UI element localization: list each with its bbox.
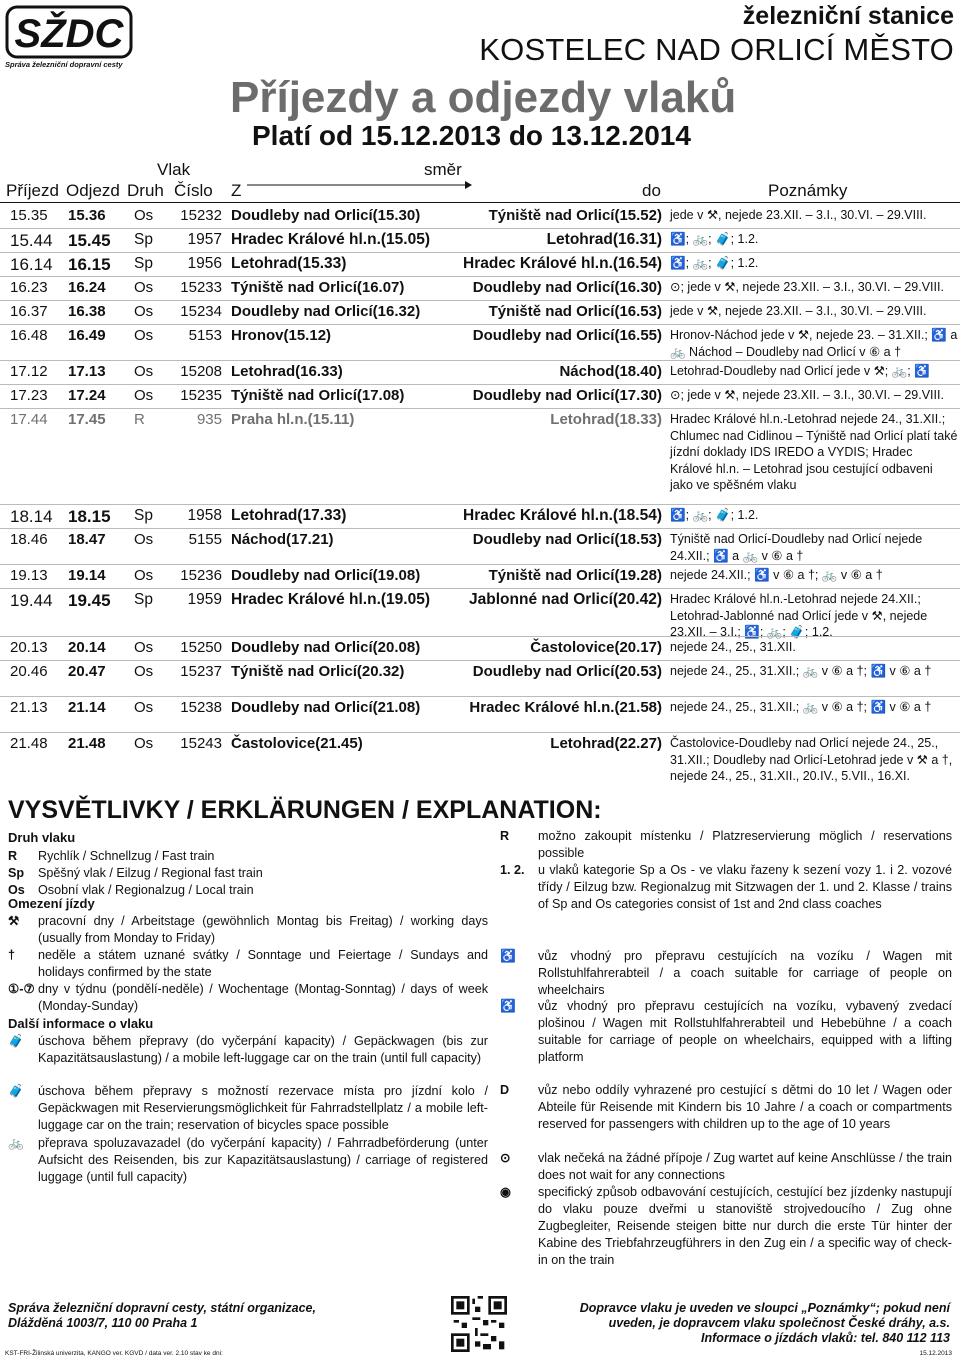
- departure-time: 20.14: [68, 639, 106, 656]
- departure-time: 16.38: [68, 303, 106, 320]
- legend-item: [500, 1082, 952, 1133]
- destination-station: Týniště nad Orlicí(16.53): [488, 303, 662, 320]
- train-type: R: [134, 411, 145, 428]
- arrival-time: 15.44: [10, 231, 53, 250]
- arrival-time: 20.13: [10, 639, 48, 656]
- arrival-time: 19.13: [10, 567, 48, 584]
- origin-station: Doudleby nad Orlicí(19.08): [231, 567, 421, 584]
- col-departure: Odjezd: [66, 181, 120, 200]
- legend-item: [500, 1184, 952, 1269]
- row-divider: [0, 528, 960, 529]
- legend-key: 1. 2.: [500, 863, 525, 877]
- train-notes: nejede 24., 25., 31.XII.; 🚲 v ⑥ a †; ♿ v ⑥ a †: [670, 700, 932, 714]
- station-kind: železniční stanice: [742, 2, 954, 30]
- szdc-logo: [5, 5, 133, 75]
- legend-text: úschova během přepravy (do vyčerpání kapacity) / Gepäckwagen (bis zur Kapazitätsauslastung) / a mobile left-luggage car on the train (until full capacity): [38, 1034, 488, 1065]
- footer-left: [8, 1301, 316, 1331]
- destination-station: Jablonné nad Orlicí(20.42): [469, 591, 662, 608]
- destination-station: Letohrad(18.33): [550, 411, 662, 428]
- train-type: Os: [134, 663, 154, 680]
- header-divider: [0, 202, 960, 203]
- row-divider: [0, 360, 960, 361]
- train-number: 15236: [180, 567, 222, 584]
- departure-time: 18.47: [68, 531, 106, 548]
- svg-text:SŽDC: SŽDC: [14, 12, 124, 56]
- footer-carrier-default: uveden, je dopravcem vlaku společnost České dráhy, a.s.: [608, 1316, 950, 1330]
- destination-station: Častolovice(20.17): [530, 639, 662, 656]
- legend-item: [8, 1135, 488, 1186]
- destination-station: Týniště nad Orlicí(19.28): [488, 567, 662, 584]
- departure-time: 17.45: [68, 411, 106, 428]
- legend-text: vůz nebo oddíly vyhrazené pro cestující s dětmi do 10 let / Wagen oder Abteile für Reisende mit Kindern bis 10 Jahre / a coach or compartments reserved for passengers with children up to the age of 10 years: [538, 1083, 952, 1131]
- row-divider: [0, 252, 960, 253]
- train-type: Os: [134, 699, 154, 716]
- train-type: Sp: [134, 591, 153, 608]
- row-divider: [0, 696, 960, 697]
- train-type: Os: [134, 735, 154, 752]
- legend-key: ①-⑦: [8, 982, 35, 996]
- legend-text: dny v týdnu (pondělí-neděle) / Wochentage (Montag-Sonntag) / days of week (Monday-Sunday): [38, 982, 488, 1013]
- legend-key: 🧳: [8, 1084, 24, 1098]
- origin-station: Týniště nad Orlicí(20.32): [231, 663, 405, 680]
- row-divider: [0, 228, 960, 229]
- train-type: Sp: [134, 255, 153, 272]
- train-notes: Letohrad-Doudleby nad Orlicí jede v ⚒; 🚲; ♿: [670, 364, 930, 378]
- train-notes: jede v ⚒, nejede 23.XII. – 3.I., 30.VI. – 29.VIII.: [670, 208, 927, 222]
- legend-item: [8, 981, 488, 1015]
- legend-text: vlak nečeká na žádné přípoje / Zug wartet auf keine Anschlüsse / the train does not wait for any connections: [538, 1151, 952, 1182]
- legend-item: [500, 998, 952, 1066]
- legend-item: [500, 948, 952, 999]
- legend-group-info: Další informace o vlaku: [8, 1016, 154, 1031]
- legend-item: [8, 1033, 488, 1067]
- legend-item: [500, 828, 952, 862]
- legend-key: ◉: [500, 1185, 511, 1199]
- destination-station: Doudleby nad Orlicí(16.55): [472, 327, 662, 344]
- departure-time: 17.24: [68, 387, 106, 404]
- departure-time: 19.45: [68, 591, 111, 610]
- col-arrival: Příjezd: [6, 181, 59, 200]
- train-notes: Častolovice-Doudleby nad Orlicí nejede 24., 25., 31.XII.; Doudleby nad Orlicí-Letohrad jede v ⚒ a †, nejede 24., 25., 31.XII., 20.IV., 5.VII., 16.XI.: [670, 736, 953, 783]
- origin-station: Doudleby nad Orlicí(16.32): [231, 303, 421, 320]
- train-notes: ♿; 🚲; 🧳; 1.2.: [670, 508, 759, 522]
- train-notes: Hradec Králové hl.n.-Letohrad nejede 24., 31.XII.; Chlumec nad Cidlinou – Týniště nad Orlicí platí také jízdní doklady IDS IREDO a VYDIS; Hradec Králové hl.n. – Letohrad jsou cestující odbaveni jako ve spěšném vlaku: [670, 412, 958, 492]
- destination-station: Hradec Králové hl.n.(18.54): [463, 507, 662, 524]
- train-type: Os: [134, 207, 154, 224]
- legend-text: neděle a státem uznané svátky / Sonntage und Feiertage / Sundays and holidays confirmed by the state: [38, 948, 488, 979]
- footer-right: [580, 1301, 950, 1346]
- departure-time: 16.49: [68, 327, 106, 344]
- train-type: Os: [134, 387, 154, 404]
- row-divider: [0, 732, 960, 733]
- origin-station: Častolovice(21.45): [231, 735, 363, 752]
- row-divider: [0, 504, 960, 505]
- legend-text: přeprava spoluzavazadel (do vyčerpání kapacity) / Fahrradbeförderung (unter Aufsicht des Reisenden, bis zur Kapazitätsauslastung) / carriage of registered luggage (until full capacity): [38, 1136, 488, 1184]
- train-notes: Hradec Králové hl.n.-Letohrad nejede 24.XII.; Letohrad-Jablonné nad Orlicí jede v ⚒, nejede 23.XII. – 3.I.; ♿; 🚲; 🧳; 1.2.: [670, 592, 928, 639]
- train-number: 15235: [180, 387, 222, 404]
- train-notes: Hronov-Náchod jede v ⚒, nejede 23. – 31.XII.; ♿ a 🚲 Náchod – Doudleby nad Orlicí v ⑥ a †: [670, 328, 958, 359]
- arrival-time: 19.44: [10, 591, 53, 610]
- arrival-time: 18.46: [10, 531, 48, 548]
- legend-text: u vlaků kategorie Sp a Os - ve vlaku řazeny k sezení vozy 1. i 2. vozové třídy / Eilzug bzw. Regionalzug mit Sitzwagen der 1. und 2. Klasse / trains of Sp and Os categories consist of 1st and 2nd class coaches: [538, 863, 952, 911]
- origin-station: Letohrad(16.33): [231, 363, 343, 380]
- legend-key: ⊙: [500, 1151, 511, 1165]
- legend-group-days: Omezení jízdy: [8, 896, 95, 911]
- footer-software-credit: KST-FRI-Žilinská univerzita, KANGO ver. KGVD / data ver. 2.10 stav ke dni:: [5, 1350, 223, 1357]
- destination-station: Hradec Králové hl.n.(21.58): [469, 699, 662, 716]
- legend-item: [500, 1150, 952, 1184]
- train-notes: Týniště nad Orlicí-Doudleby nad Orlicí nejede 24.XII.; ♿ a 🚲 v ⑥ a †: [670, 532, 923, 563]
- origin-station: Týniště nad Orlicí(17.08): [231, 387, 405, 404]
- row-divider: [0, 564, 960, 565]
- col-train-type: Druh: [127, 181, 164, 200]
- departure-time: 19.14: [68, 567, 106, 584]
- destination-station: Doudleby nad Orlicí(17.30): [472, 387, 662, 404]
- row-divider: [0, 588, 960, 589]
- train-number: 5155: [188, 531, 222, 548]
- train-notes: nejede 24., 25., 31.XII.; 🚲 v ⑥ a †; ♿ v ⑥ a †: [670, 664, 932, 678]
- departure-time: 15.36: [68, 207, 106, 224]
- arrival-time: 21.13: [10, 699, 48, 716]
- destination-station: Doudleby nad Orlicí(20.53): [472, 663, 662, 680]
- train-type: Os: [134, 363, 154, 380]
- arrival-time: 20.46: [10, 663, 48, 680]
- legend-item: [8, 1083, 488, 1134]
- legend-text: Rychlík / Schnellzug / Fast train: [38, 849, 215, 863]
- col-train-number: Číslo: [174, 181, 213, 200]
- legend-key: R: [500, 829, 510, 843]
- train-number: 15233: [180, 279, 222, 296]
- destination-station: Letohrad(22.27): [550, 735, 662, 752]
- origin-station: Doudleby nad Orlicí(20.08): [231, 639, 421, 656]
- train-type: Os: [134, 639, 154, 656]
- destination-station: Náchod(18.40): [559, 363, 662, 380]
- origin-station: Hronov(15.12): [231, 327, 332, 344]
- train-type: Sp: [134, 231, 153, 248]
- arrival-time: 15.35: [10, 207, 48, 224]
- legend-text: možno zakoupit místenku / Platzreservierung möglich / reservations possible: [538, 829, 952, 860]
- station-name: KOSTELEC NAD ORLICÍ MĚSTO: [479, 32, 954, 67]
- departure-time: 18.15: [68, 507, 111, 526]
- legend-key: ♿: [500, 999, 516, 1013]
- origin-station: Doudleby nad Orlicí(21.08): [231, 699, 421, 716]
- legend-title: VYSVĚTLIVKY / ERKLÄRUNGEN / EXPLANATION:: [8, 796, 602, 824]
- train-number: 15232: [180, 207, 222, 224]
- train-number: 5153: [188, 327, 222, 344]
- logo-subtitle: Správa železniční dopravní cesty: [5, 60, 123, 69]
- train-number: 1958: [187, 507, 222, 524]
- footer-address: Dlážděná 1003/7, 110 00 Praha 1: [8, 1316, 198, 1330]
- arrival-time: 17.44: [10, 411, 48, 428]
- legend-text: specifický způsob odbavování cestujících, cestující bez jízdenky nastupují do vlaku pouze dveřmi u stanoviště strojvedoucího / Zug ohne Zugbegleiter, Reisende steigen bitte nur durch die erste Tür hinter der Kabine des Triebfahrzeugführers in den Zug ein / a specific way of check-in on the train: [538, 1185, 952, 1267]
- arrival-time: 16.37: [10, 303, 48, 320]
- origin-station: Hradec Králové hl.n.(19.05): [231, 591, 430, 608]
- departure-time: 16.15: [68, 255, 111, 274]
- origin-station: Letohrad(17.33): [231, 507, 347, 524]
- legend-item: [8, 913, 488, 947]
- train-notes: nejede 24.XII.; ♿ v ⑥ a †; 🚲 v ⑥ a †: [670, 568, 883, 582]
- origin-station: Týniště nad Orlicí(16.07): [231, 279, 405, 296]
- col-notes: Poznámky: [768, 181, 848, 200]
- origin-station: Náchod(17.21): [231, 531, 334, 548]
- train-type: Os: [134, 279, 154, 296]
- legend-key: ♿: [500, 949, 516, 963]
- destination-station: Letohrad(16.31): [546, 231, 662, 248]
- train-type: Os: [134, 327, 154, 344]
- row-divider: [0, 636, 960, 637]
- train-type: Os: [134, 531, 154, 548]
- train-number: 15243: [180, 735, 222, 752]
- train-type: Os: [134, 567, 154, 584]
- footer-date: 15.12.2013: [919, 1350, 952, 1357]
- origin-station: Doudleby nad Orlicí(15.30): [231, 207, 421, 224]
- legend-key: D: [500, 1083, 510, 1097]
- row-divider: [0, 660, 960, 661]
- origin-station: Praha hl.n.(15.11): [231, 411, 355, 428]
- train-notes: ⊙; jede v ⚒, nejede 23.XII. – 3.I., 30.VI. – 29.VIII.: [670, 388, 944, 402]
- train-notes: ♿; 🚲; 🧳; 1.2.: [670, 256, 759, 270]
- train-number: 935: [196, 411, 222, 428]
- legend-key: R: [8, 849, 18, 863]
- departure-time: 21.48: [68, 735, 106, 752]
- arrival-time: 18.14: [10, 507, 53, 526]
- train-notes: ⊙; jede v ⚒, nejede 23.XII. – 3.I., 30.VI. – 29.VIII.: [670, 280, 944, 294]
- arrival-time: 16.48: [10, 327, 48, 344]
- row-divider: [0, 384, 960, 385]
- train-number: 15208: [180, 363, 222, 380]
- footer-carrier-note: Dopravce vlaku je uveden ve sloupci „Poznámky“; pokud není: [579, 1301, 950, 1315]
- col-direction: směr: [424, 160, 462, 179]
- direction-arrow-icon: [247, 181, 472, 189]
- train-notes: ♿; 🚲; 🧳; 1.2.: [670, 232, 759, 246]
- legend-text: vůz vhodný pro přepravu cestujících na vozíku / Wagen mit Rollstuhlfahrerabteil / a coach suitable for carriage of people on wheelchairs: [538, 949, 952, 997]
- qr-code-icon: [451, 1296, 507, 1352]
- origin-station: Hradec Králové hl.n.(15.05): [231, 231, 430, 248]
- arrival-time: 16.23: [10, 279, 48, 296]
- train-notes: jede v ⚒, nejede 23.XII. – 3.I., 30.VI. – 29.VIII.: [670, 304, 927, 318]
- departure-time: 20.47: [68, 663, 106, 680]
- train-type: Os: [134, 303, 154, 320]
- train-number: 15234: [180, 303, 222, 320]
- col-from: Z: [231, 181, 242, 200]
- legend-key: 🚲: [8, 1136, 24, 1150]
- train-number: 1957: [187, 231, 222, 248]
- arrival-time: 16.14: [10, 255, 53, 274]
- destination-station: Doudleby nad Orlicí(18.53): [472, 531, 662, 548]
- legend-key: Sp: [8, 866, 25, 880]
- szdc-logo-graphic: [5, 5, 133, 59]
- legend-key: 🧳: [8, 1034, 24, 1048]
- destination-station: Týniště nad Orlicí(15.52): [488, 207, 662, 224]
- legend-text: vůz vhodný pro přepravu cestujících na vozíku, vybavený zvedací plošinou / Wagen mit Rollstuhlfahrerabteil und Hebebühne / a coach suitable for carriage of people on wheelchairs, equipped with a lifting platform: [538, 999, 952, 1064]
- train-notes: nejede 24., 25., 31.XII.: [670, 640, 796, 654]
- legend-group-train-type: Druh vlaku: [8, 830, 76, 845]
- legend-key: Os: [8, 883, 25, 897]
- legend-item: [8, 947, 488, 981]
- legend-item: [8, 865, 488, 882]
- legend-key: ⚒: [8, 914, 20, 928]
- row-divider: [0, 276, 960, 277]
- train-type: Sp: [134, 507, 153, 524]
- origin-station: Letohrad(15.33): [231, 255, 347, 272]
- legend-item: [500, 862, 952, 913]
- row-divider: [0, 324, 960, 325]
- legend-key: †: [8, 948, 16, 962]
- train-number: 15250: [180, 639, 222, 656]
- train-number: 15238: [180, 699, 222, 716]
- destination-station: Hradec Králové hl.n.(16.54): [463, 255, 662, 272]
- legend-text: pracovní dny / Arbeitstage (gewöhnlich Montag bis Freitag) / working days (usually from Monday to Friday): [38, 914, 488, 945]
- arrival-time: 17.23: [10, 387, 48, 404]
- col-train-group: Vlak: [157, 160, 191, 179]
- legend-text: úschova během přepravy s možností rezervace místa pro jízdní kolo / Gepäckwagen mit Reservierungsmöglichkeit für Fahrradstellplatz / a mobile left-luggage car on the train; reservation of bicycles space possible: [38, 1084, 488, 1132]
- train-number: 1956: [187, 255, 222, 272]
- validity-period: Platí od 15.12.2013 do 13.12.2014: [252, 120, 691, 151]
- legend-text: Osobní vlak / Regionalzug / Local train: [38, 883, 254, 897]
- arrival-time: 17.12: [10, 363, 48, 380]
- legend-item: [8, 848, 488, 865]
- departure-time: 15.45: [68, 231, 111, 250]
- row-divider: [0, 300, 960, 301]
- legend-text: Spěšný vlak / Eilzug / Regional fast train: [38, 866, 263, 880]
- departure-time: 17.13: [68, 363, 106, 380]
- row-divider: [0, 408, 960, 409]
- destination-station: Doudleby nad Orlicí(16.30): [472, 279, 662, 296]
- train-number: 15237: [180, 663, 222, 680]
- train-number: 1959: [187, 591, 222, 608]
- footer-org: Správa železniční dopravní cesty, státní organizace,: [8, 1301, 316, 1315]
- page-title: Příjezdy a odjezdy vlaků: [230, 73, 737, 122]
- arrival-time: 21.48: [10, 735, 48, 752]
- footer-info-phone: Informace o jízdách vlaků: tel. 840 112 113: [701, 1331, 950, 1345]
- departure-time: 21.14: [68, 699, 106, 716]
- col-to: do: [642, 181, 661, 200]
- departure-time: 16.24: [68, 279, 106, 296]
